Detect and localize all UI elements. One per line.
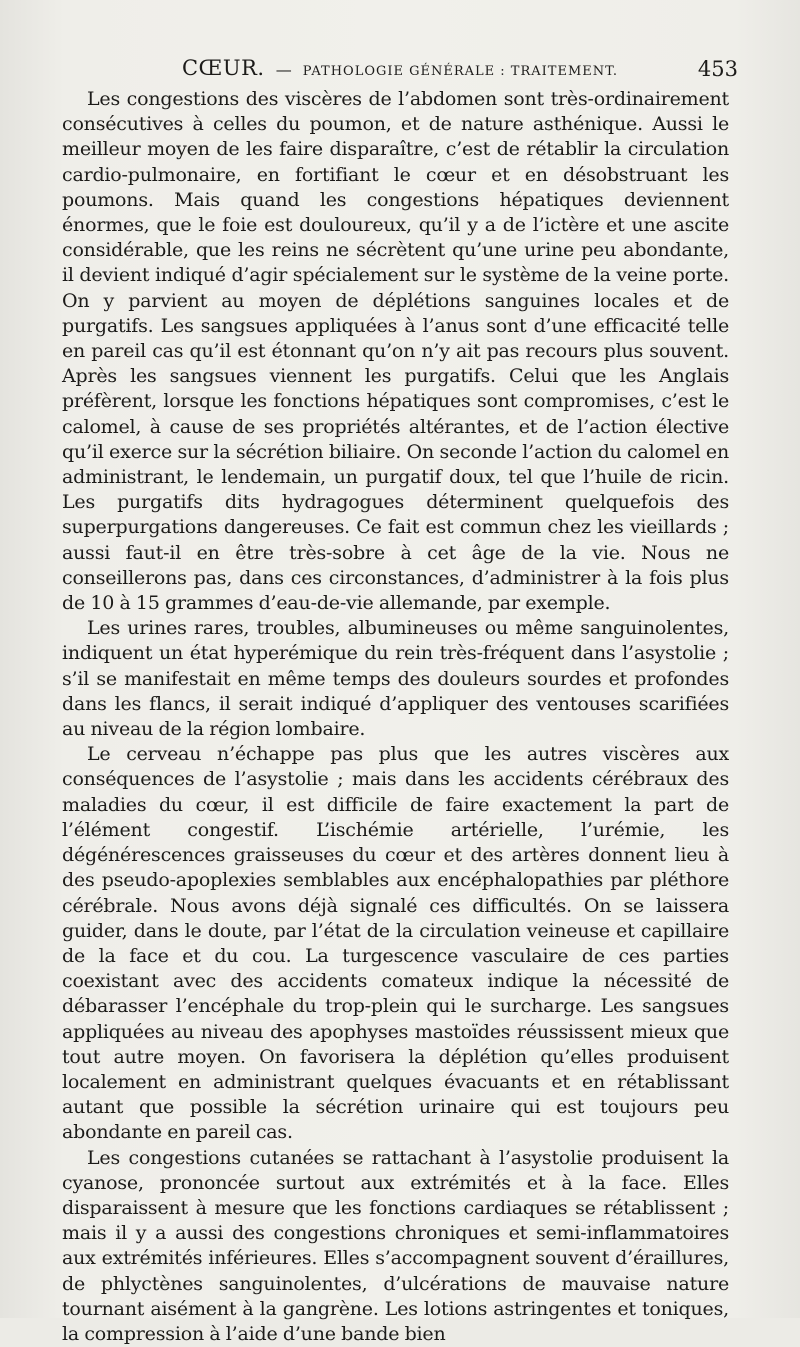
header-separator: —	[275, 60, 292, 79]
header-center	[62, 56, 738, 80]
page-number: 453	[697, 57, 738, 81]
body-text	[62, 87, 729, 1347]
header-subtitle: PATHOLOGIE GÉNÉRALE : TRAITEMENT.	[302, 64, 619, 79]
paragraph-abdominal-congestion: Les congestions des viscères de l’abdomen sont très-ordinairement consécutives à celles du poumon, et de nature asthénique. Aussi le meilleur moyen de les faire disparaître, c’est de rétablir la circulation cardio-pulmonaire, en fortifiant le cœur et en désobstruant les poumons. Mais quand les congestions hépatiques deviennent énormes, que le foie est douloureux, qu’il y a de l’ictère et une ascite considérable, que les reins ne sécrètent qu’une urine peu abondante, il devient indiqué d’agir spécialement sur le système de la veine porte. On y parvient au moyen de déplétions sanguines locales et de purgatifs. Les sangsues appliquées à l’anus sont d’une efficacité telle en pareil cas qu’il est étonnant qu’on n’y ait pas recours plus souvent. Après les sangsues viennent les purgatifs. Celui que les Anglais préfèrent, lorsque les fonctions hépatiques sont compromises, c’est le calomel, à cause de ses propriétés altérantes, et de l’action élective qu’il exerce sur la sécrétion biliaire. On seconde l’action du calomel en administrant, le lendemain, un purgatif doux, tel que l’huile de ricin. Les purgatifs dits hydragogues déterminent quelquefois des superpurgations dangereuses. Ce fait est commun chez les vieillards ; aussi faut-il en être très-sobre à cet âge de la vie. Nous ne conseillerons pas, dans ces circonstances, d’administrer à la fois plus de 10 à 15 grammes d’eau-de-vie allemande, par exemple.	[62, 88, 729, 615]
paragraph-cutaneous-congestion: Les congestions cutanées se rattachant à l’asystolie produisent la cyanose, prononcée surtout aux extrémités et à la face. Elles disparaissent à mesure que les fonctions cardiaques se rétablissent ; mais il y a aussi des congestions chroniques et semi-inflammatoires aux extrémités inférieures. Elles s’accompagnent souvent d’éraillures, de phlyctènes sanguinolentes, d’ulcérations de mauvaise nature tournant aisément à la gangrène. Les lotions astringentes et toniques, la compression à l’aide d’une bande bien	[62, 1146, 729, 1345]
paragraph-cerebral-congestion: Le cerveau n’échappe pas plus que les autres viscères aux conséquences de l’asystolie ; mais dans les accidents cérébraux des maladies du cœur, il est difficile de faire exactement la part de l’élément congestif. L’ischémie artérielle, l’urémie, les dégénérescences graisseuses du cœur et des artères donnent lieu à des pseudo-apoplexies semblables aux encéphalopathies par pléthore cérébrale. Nous avons déjà signalé ces difficultés. On se laissera guider, dans le doute, par l’état de la circulation veineuse et capillaire de la face et du cou. La turgescence vasculaire de ces parties coexistant avec des accidents comateux indique la nécessité de débarasser l’encéphale du trop-plein qui le surcharge. Les sangsues appliquées au niveau des apophyses mastoïdes réussissent mieux que tout autre moyen. On favorisera la déplétion qu’elles produisent localement en administrant quelques évacuants et en rétablissant autant que possible la sécrétion urinaire qui est toujours peu abondante en pareil cas.	[62, 743, 729, 1144]
header-title: CŒUR.	[181, 56, 265, 80]
paragraph-renal-congestion: Les urines rares, troubles, albumineuses ou même sanguinolentes, indiquent un état hyperémique du rein très-fréquent dans l’asystolie ; s’il se manifestait en même temps des douleurs sourdes et profondes dans les flancs, il serait indiqué d’appliquer des ventouses scarifiées au niveau de la région lombaire.	[62, 617, 729, 741]
running-header	[62, 56, 738, 86]
